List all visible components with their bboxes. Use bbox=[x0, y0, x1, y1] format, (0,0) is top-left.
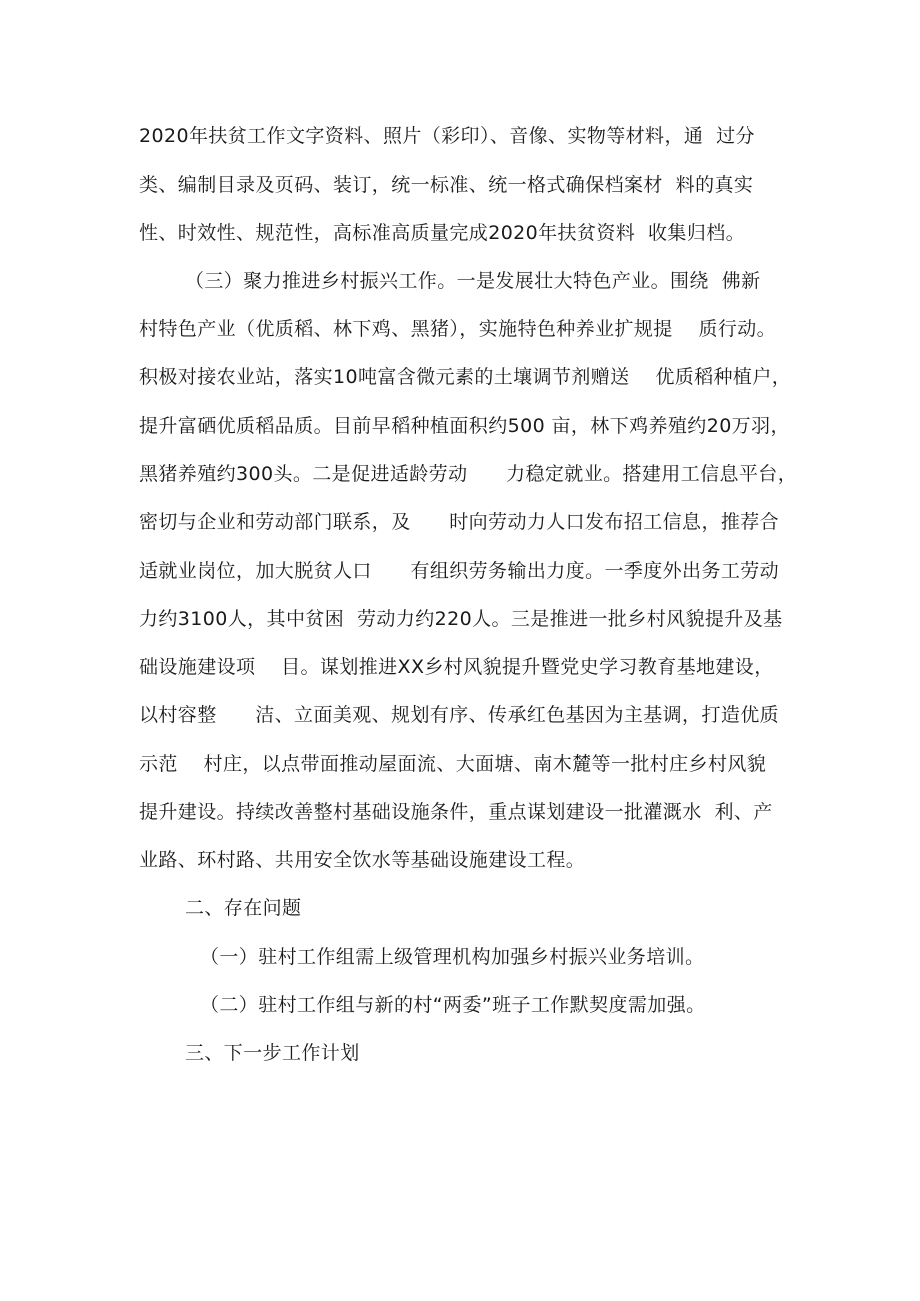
section2-item-1: （一）驻村工作组需上级管理机构加强乡村振兴业务培训。 bbox=[200, 946, 705, 968]
paragraph2-line-11: 示范 村庄，以点带面推动屋面流、大面塘、南木麓等一批村庄乡村风貌 bbox=[139, 753, 767, 775]
paragraph2-line-12: 提升建设。持续改善整村基础设施条件，重点谋划建设一批灌溉水 利、产 bbox=[139, 801, 773, 823]
paragraph2-line-5: 黑猪养殖约300头。二是促进适龄劳动 力稳定就业。搭建用工信息平台， bbox=[139, 463, 798, 485]
paragraph2-line-13: 业路、环村路、共用安全饮水等基础设施建设工程。 bbox=[139, 849, 586, 871]
paragraph1-line-2: 类、编制目录及页码、装订，统一标准、统一格式确保档案材 料的真实 bbox=[139, 174, 754, 196]
paragraph2-line-6: 密切与企业和劳动部门联系，及 时向劳动力人口发布招工信息，推荐合 bbox=[139, 511, 780, 533]
paragraph1-line-1: 2020年扶贫工作文字资料、照片（彩印）、音像、实物等材料，通 过分 bbox=[139, 125, 755, 147]
paragraph2-line-1: （三）聚力推进乡村振兴工作。一是发展壮大特色产业。围绕 佛新 bbox=[185, 270, 761, 292]
paragraph2-line-9: 础设施建设项 目。谋划推进XX乡村风貌提升暨党史学习教育基地建设， bbox=[139, 656, 774, 678]
paragraph2-line-2: 村特色产业（优质稻、林下鸡、黑猪），实施特色种养业扩规提 质行动。 bbox=[139, 318, 777, 340]
paragraph2-line-7: 适就业岗位，加大脱贫人口 有组织劳务输出力度。一季度外出务工劳动 bbox=[139, 560, 780, 582]
section3-heading: 三、下一步工作计划 bbox=[185, 1042, 360, 1064]
paragraph2-line-8: 力约3100人，其中贫困 劳动力约220人。三是推进一批乡村风貌提升及基 bbox=[139, 608, 783, 630]
paragraph2-line-3: 积极对接农业站，落实10吨富含微元素的土壤调节剂赠送 优质稻种植户， bbox=[139, 366, 792, 388]
section2-item-2: （二）驻村工作组与新的村“两委”班子工作默契度需加强。 bbox=[200, 994, 706, 1016]
paragraph2-line-10: 以村容整 洁、立面美观、规划有序、传承红色基因为主基调，打造优质 bbox=[139, 704, 780, 726]
paragraph1-line-3: 性、时效性、规范性，高标准高质量完成2020年扶贫资料 收集归档。 bbox=[139, 222, 746, 244]
section2-heading: 二、存在问题 bbox=[185, 897, 302, 919]
paragraph2-line-4: 提升富硒优质稻品质。目前早稻种植面积约500 亩，林下鸡养殖约20万羽， bbox=[139, 415, 790, 437]
